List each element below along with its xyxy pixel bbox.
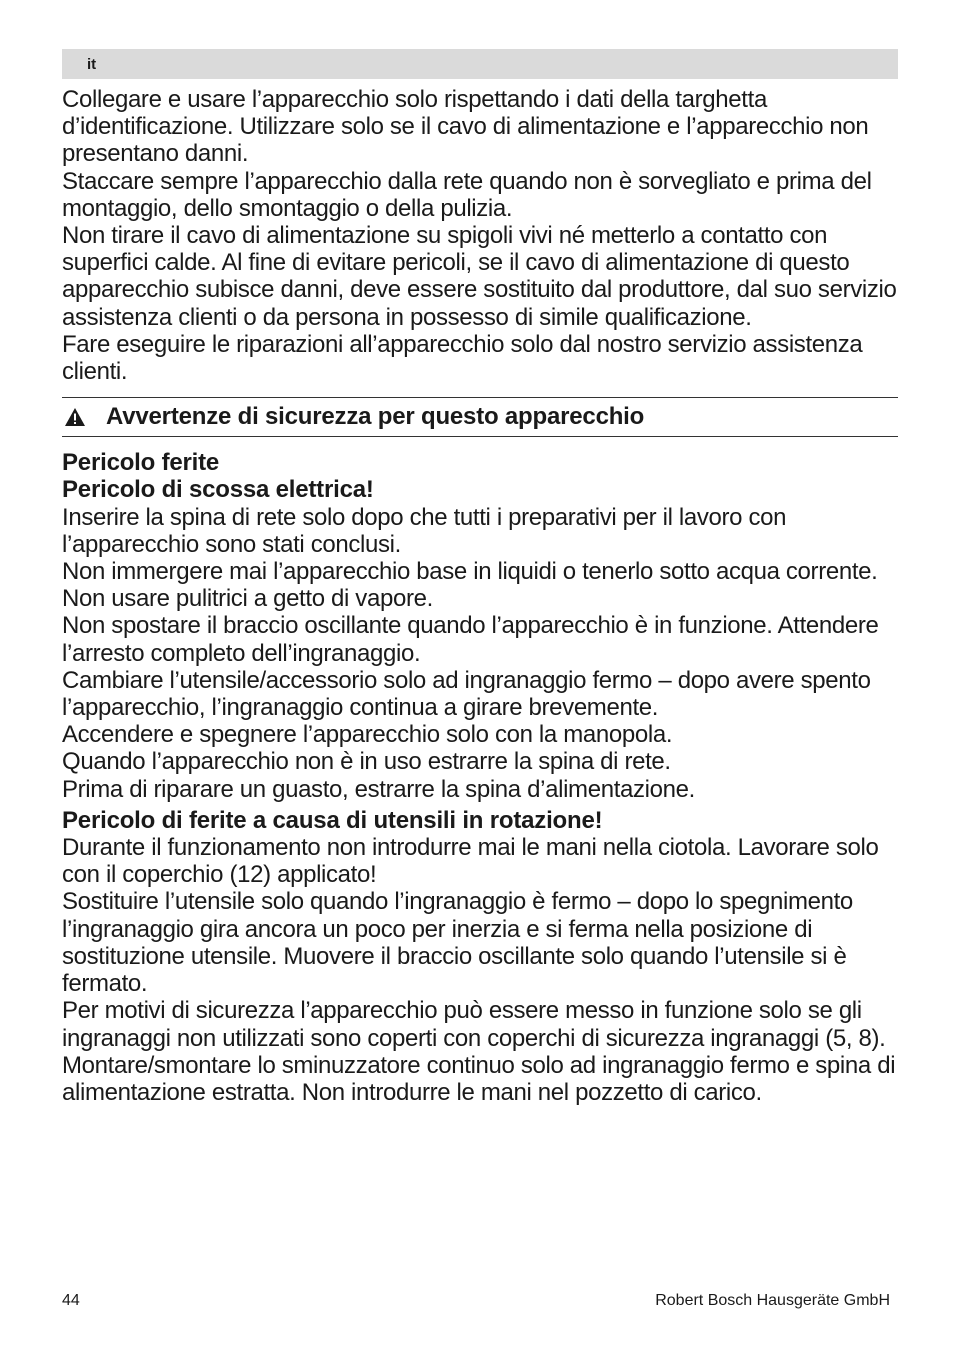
intro-paragraph: Fare eseguire le riparazioni all’apparecchio solo dal nostro servizio assistenza clienti. [62,330,863,386]
company-name: Robert Bosch Hausgeräte GmbH [655,1292,890,1309]
body-paragraph: Per motivi di sicurezza l’apparecchio può essere messo in funzione solo se gli ingranaggi non utilizzati sono coperti con coperchi di sicurezza ingranaggi (5, 8). [62,997,886,1052]
warning-triangle-icon [64,407,86,427]
heading-injury-danger: Pericolo ferite [62,449,220,477]
body-paragraph: Sostituire l’utensile solo quando l’ingranaggio è fermo – dopo lo spegnimento l’ingranaggio gira ancora un poco per inerzia e si ferma nella posizione di sostituzione utensile. Muovere il braccio oscillante solo quando l’utensile si è fermato. [62,888,853,998]
body-paragraph: Quando l’apparecchio non è in uso estrarre la spina di rete. [62,748,671,776]
body-paragraph: Inserire la spina di rete solo dopo che tutti i preparativi per il lavoro con l’apparecchio sono stati conclusi. [62,503,787,558]
page-content [62,86,898,1106]
body-paragraph: Durante il funzionamento non introdurre mai le mani nella ciotola. Lavorare solo con il coperchio (12) applicato! [62,834,879,889]
heading-electric-shock: Pericolo di scossa elettrica! [62,476,374,504]
heading-rotating-tools: Pericolo di ferite a causa di utensili in rotazione! [62,806,603,834]
intro-paragraph: Non tirare il cavo di alimentazione su spigoli vivi né metterlo a contatto con superfici calde. Al fine di evitare pericoli, se il cavo di alimentazione di questo apparecchio subisce danni, deve essere sostituito dal produttore, dal suo servizio assistenza clienti o da persona in possesso di simile qualificazione. [62,222,897,331]
body-paragraph: Prima di riparare un guasto, estrarre la spina d’alimentazione. [62,775,695,803]
intro-paragraph: Staccare sempre l’apparecchio dalla rete quando non è sorvegliato e prima del montaggio, dello smontaggio o della pulizia. [62,167,872,222]
body-paragraph: Montare/smontare lo sminuzzatore continuo solo ad ingranaggio fermo e spina di alimentazione estratta. Non introdurre le mani nel pozzetto di carico. [62,1051,896,1106]
section-title: Avvertenze di sicurezza per questo apparecchio [106,403,645,431]
body-paragraph: Cambiare l’utensile/accessorio solo ad ingranaggio fermo – dopo avere spento l’apparecchio, l’ingranaggio continua a girare brevemente. [62,666,871,722]
body-paragraph: Non usare pulitrici a getto di vapore. [62,585,433,613]
page-footer [62,1292,890,1310]
language-code: it [87,56,97,73]
language-bar [62,49,898,79]
page-number: 44 [62,1292,80,1309]
section-heading [62,397,898,437]
body-paragraph: Accendere e spegnere l’apparecchio solo con la manopola. [62,721,673,749]
intro-paragraph: Collegare e usare l’apparecchio solo rispettando i dati della targhetta d’identificazione. Utilizzare solo se il cavo di alimentazione e l’apparecchio non presentano danni. [62,86,869,168]
body-paragraph: Non immergere mai l’apparecchio base in liquidi o tenerlo sotto acqua corrente. [62,558,878,586]
body-paragraph: Non spostare il braccio oscillante quando l’apparecchio è in funzione. Attendere l’arresto completo dell’ingranaggio. [62,612,879,667]
